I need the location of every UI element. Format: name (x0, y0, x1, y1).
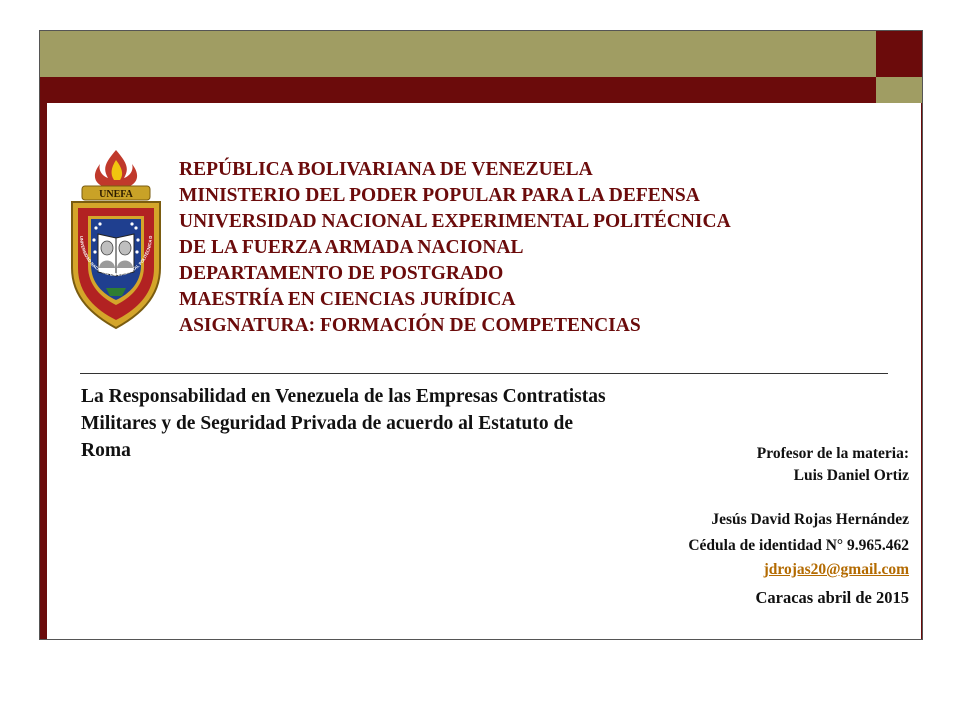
corner-square-olive (876, 77, 922, 103)
id-number: Cédula de identidad N° 9.965.462 (688, 537, 909, 554)
header-line: DEPARTAMENTO DE POSTGRADO (179, 263, 504, 284)
top-band-maroon (40, 77, 876, 103)
top-band-olive (40, 31, 876, 77)
top-corner-square-maroon (876, 31, 922, 77)
svg-text:UNEFA: UNEFA (99, 189, 133, 200)
author-info-block (688, 443, 909, 611)
header-line: MINISTERIO DEL PODER POPULAR PARA LA DEFENSA (179, 185, 700, 206)
left-accent-bar (40, 103, 47, 639)
svg-text:UNIVERSIDAD NACIONAL EXPERIMEN: UNIVERSIDAD NACIONAL EXPERIMENTAL POLITÉCNICA D (78, 235, 154, 278)
header-line: UNIVERSIDAD NACIONAL EXPERIMENTAL POLITÉCNICA (179, 211, 731, 232)
header-line: ASIGNATURA: FORMACIÓN DE COMPETENCIAS (179, 315, 641, 336)
author-name: Jesús David Rojas Hernández (711, 511, 909, 528)
unefa-emblem-icon (62, 148, 170, 334)
email-link[interactable]: jdrojas20@gmail.com (763, 561, 909, 578)
city-date: Caracas abril de 2015 (755, 588, 909, 607)
institution-header (179, 157, 899, 339)
thesis-title: La Responsabilidad en Venezuela de las Empresas Contratistas Militares y de Seguridad Privada de acuerdo al Estatuto de Roma (81, 386, 606, 461)
divider-line (80, 373, 888, 374)
header-line: DE LA FUERZA ARMADA NACIONAL (179, 237, 524, 258)
spacer (688, 487, 909, 509)
header-line: MAESTRÍA EN CIENCIAS JURÍDICA (179, 289, 516, 310)
professor-label: Profesor de la materia: (756, 445, 909, 462)
professor-name: Luis Daniel Ortiz (793, 467, 909, 484)
right-border-line (921, 103, 922, 639)
header-line: REPÚBLICA BOLIVARIANA DE VENEZUELA (179, 159, 593, 180)
